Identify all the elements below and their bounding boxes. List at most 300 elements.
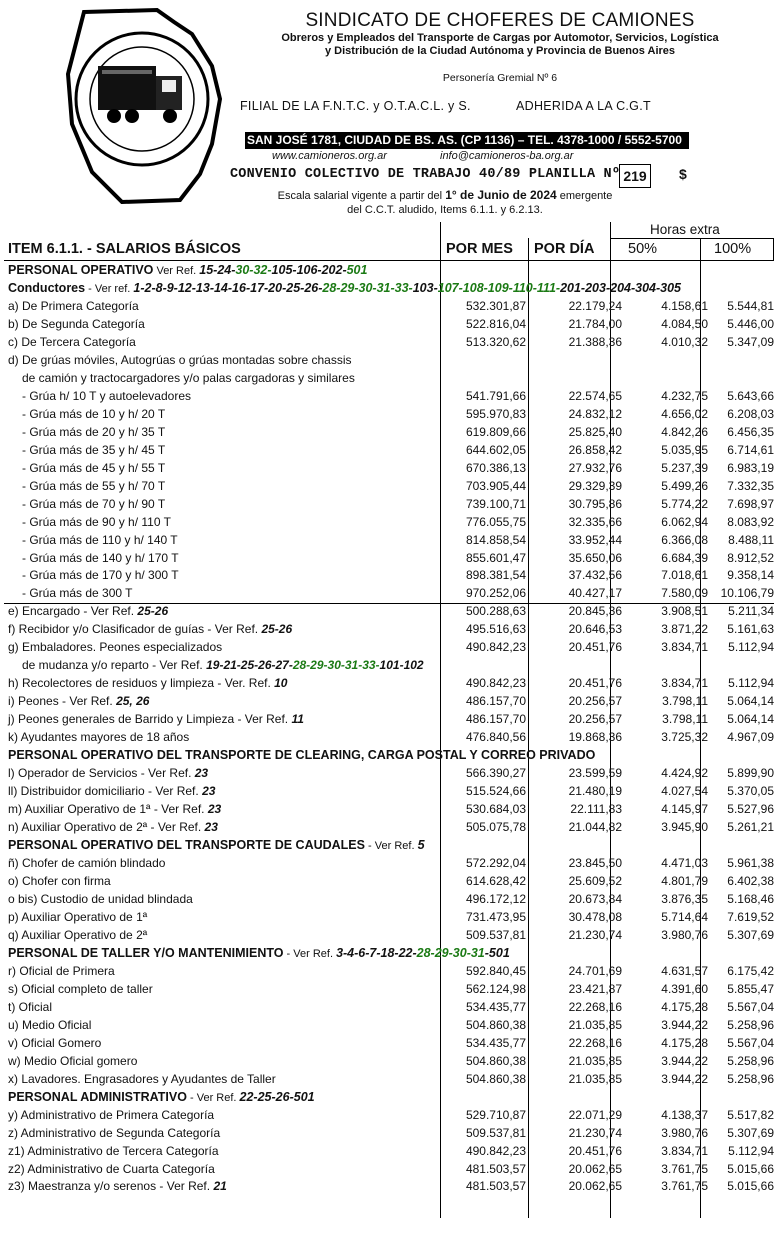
monthly-value: 500.288,63 (465, 604, 526, 619)
overtime-50-value: 5.774,22 (661, 496, 708, 511)
monthly-value: 855.601,47 (465, 550, 526, 565)
monthly-value: 595.970,83 (465, 406, 526, 421)
overtime-100-value: 5.855,47 (727, 981, 774, 996)
section-row (8, 837, 774, 854)
daily-value: 21.230,74 (568, 927, 622, 942)
row-label: q) Auxiliar Operativo de 2ª (8, 927, 148, 942)
row-label: ll) Distribuidor domiciliario - Ver Ref. 23 (8, 784, 216, 799)
overtime-100-value: 6.983,19 (727, 460, 774, 475)
table-row (8, 1107, 774, 1124)
overtime-100-value: 5.112,94 (728, 640, 774, 655)
row-label: ñ) Chofer de camión blindado (8, 856, 166, 870)
col-divider-5 (773, 238, 774, 260)
row-label: - Grúa más de 170 y h/ 300 T (22, 568, 179, 583)
overtime-100-value: 5.961,38 (727, 856, 774, 870)
overtime-50-value: 4.471,03 (661, 856, 708, 870)
overtime-100-value: 6.208,03 (727, 406, 774, 421)
overtime-100-value: 6.402,38 (727, 873, 774, 888)
table-row (8, 873, 774, 890)
row-label: l) Operador de Servicios - Ver Ref. 23 (8, 766, 209, 781)
email-link[interactable]: info@camioneros-ba.org.ar (440, 150, 574, 162)
section-title: PERSONAL ADMINISTRATIVO - Ver Ref. 22-25-26-501 (8, 1089, 315, 1104)
table-row (8, 639, 774, 656)
row-label: k) Ayudantes mayores de 18 años (8, 730, 190, 745)
daily-value: 20.451,76 (568, 676, 622, 691)
daily-value: 21.044,82 (568, 820, 622, 835)
overtime-50-value: 3.725,32 (661, 730, 708, 745)
ref-numbers: 22-25-26 (239, 1089, 290, 1104)
daily-value: 35.650,06 (568, 550, 622, 565)
overtime-50-value: 4.801,79 (661, 873, 708, 888)
table-row (8, 496, 774, 513)
row-label: - Grúa más de 300 T (22, 586, 133, 601)
table-row (8, 406, 774, 423)
monthly-value: 513.320,62 (465, 334, 526, 349)
monthly-value: 534.435,77 (465, 1035, 526, 1050)
ref-numbers: 107-108-109-110-111- (437, 280, 561, 295)
overtime-50-value: 6.062,94 (661, 514, 708, 529)
table-row (8, 981, 774, 998)
table-row (8, 963, 774, 980)
monthly-value: 486.157,70 (465, 694, 526, 709)
row-label: s) Oficial completo de taller (8, 981, 153, 996)
daily-value: 22.111,83 (570, 802, 622, 817)
overtime-50-value: 4.656,02 (661, 406, 708, 421)
overtime-50-value: 3.944,22 (661, 1017, 708, 1032)
ref-numbers: 28-29-30-31-33- (322, 280, 413, 295)
union-name: SINDICATO DE CHOFERES DE CAMIONES (305, 10, 695, 31)
daily-value: 20.845,36 (568, 604, 622, 619)
monthly-value: 481.503,57 (465, 1179, 526, 1194)
ref-numbers: 1-2-8-9-12-13-14-16-17-20-25-26- (133, 280, 323, 295)
escala-date: 1° de Junio de 2024 (445, 188, 557, 202)
overtime-100-value: 6.714,61 (727, 442, 774, 457)
overtime-50-value: 4.631,57 (661, 963, 708, 978)
row-label: a) De Primera Categoría (8, 298, 139, 313)
section-row (8, 945, 774, 962)
ref-numbers: 105-106-202- (271, 263, 347, 277)
table-row (8, 1143, 774, 1160)
ref-numbers: 11 (291, 712, 304, 727)
overtime-100-value: 5.347,09 (727, 334, 774, 349)
adherida-text: ADHERIDA A LA C.G.T (516, 99, 651, 113)
daily-value: 23.421,87 (568, 981, 622, 996)
daily-value: 22.268,16 (568, 999, 622, 1014)
overtime-50-value: 3.876,35 (661, 891, 708, 906)
monthly-value: 572.292,04 (465, 856, 526, 870)
row-label: j) Peones generales de Barrido y Limpieza - Ver Ref. 11 (8, 712, 304, 727)
row-label: - Grúa más de 70 y h/ 90 T (22, 496, 166, 511)
overtime-100-value: 5.567,04 (727, 999, 774, 1014)
monthly-value: 644.602,05 (465, 442, 526, 457)
personeria-gremial: Personería Gremial Nº 6 (442, 72, 558, 84)
overtime-100-value: 8.912,52 (727, 550, 774, 565)
por-dia-header: POR DÍA (534, 241, 595, 257)
row-label: p) Auxiliar Operativo de 1ª (8, 909, 148, 924)
row-label: u) Medio Oficial (8, 1017, 92, 1032)
ref-numbers: 23 (204, 820, 218, 835)
overtime-100-value: 5.643,66 (727, 388, 774, 403)
overtime-50-value: 3.834,71 (661, 640, 708, 655)
overtime-50-value: 4.424,92 (661, 766, 708, 781)
overtime-100-value: 5.258,96 (727, 1017, 774, 1032)
ref-numbers: -501 (289, 1089, 315, 1104)
horas-extra-header: Horas extra (650, 222, 720, 237)
row-label: o bis) Custodio de unidad blindada (8, 891, 193, 906)
row-label: i) Peones - Ver Ref. 25, 26 (8, 694, 150, 709)
row-label: v) Oficial Gomero (8, 1035, 102, 1050)
section-row (8, 262, 774, 279)
overtime-50-value: 6.366,08 (661, 532, 708, 547)
overtime-100-value: 5.112,94 (728, 676, 774, 691)
overtime-50-value: 5.714,64 (661, 909, 708, 924)
p50-header: 50% (628, 241, 658, 257)
overtime-100-value: 5.064,14 (727, 694, 774, 709)
ref-numbers: 19-21-25-26-27- (206, 658, 293, 673)
monthly-value: 522.816,04 (465, 316, 526, 331)
daily-value: 37.432,56 (568, 568, 622, 583)
table-row (8, 765, 774, 782)
item-header: ITEM 6.1.1. - SALARIOS BÁSICOS (8, 241, 241, 257)
overtime-100-value: 5.211,34 (728, 604, 774, 619)
overtime-50-value: 3.834,71 (661, 676, 708, 691)
ref-numbers: 15-24- (199, 263, 236, 277)
row-label: - Grúa más de 45 y h/ 55 T (22, 460, 166, 475)
daily-value: 30.795,86 (568, 496, 622, 511)
overtime-100-value: 5.446,00 (727, 316, 774, 331)
overtime-100-value: 5.112,94 (728, 1143, 774, 1158)
monthly-value: 776.055,75 (465, 514, 526, 529)
row-label: - Grúa más de 35 y h/ 45 T (22, 442, 166, 457)
row-label: - Grúa más de 110 y h/ 140 T (22, 532, 178, 547)
monthly-value: 486.157,70 (465, 712, 526, 727)
monthly-value: 481.503,57 (465, 1161, 526, 1176)
overtime-50-value: 4.010,32 (661, 334, 708, 349)
daily-value: 19.868,36 (568, 730, 622, 745)
row-label: w) Medio Oficial gomero (8, 1053, 138, 1068)
monthly-value: 898.381,54 (465, 568, 526, 583)
monthly-value: 562.124,98 (465, 981, 526, 996)
p100-header: 100% (714, 241, 752, 257)
overtime-50-value: 4.391,60 (661, 981, 708, 996)
ref-prefix: - Ver ref. (85, 282, 134, 295)
ref-numbers: 3-4-6-7-18-22- (336, 945, 417, 960)
daily-value: 33.952,44 (568, 532, 622, 547)
overtime-50-value: 4.158,61 (661, 298, 708, 313)
table-row (8, 855, 774, 872)
table-row (8, 388, 774, 405)
overtime-100-value: 9.358,14 (727, 568, 774, 583)
overtime-100-value: 4.967,09 (727, 730, 774, 745)
table-row (8, 1178, 774, 1195)
daily-value: 27.932,76 (568, 460, 622, 475)
monthly-value: 504.860,38 (465, 1053, 526, 1068)
table-row (8, 891, 774, 908)
hx-underline (610, 238, 774, 239)
daily-value: 29.329,39 (568, 478, 622, 493)
ref-prefix: - Ver Ref. (364, 840, 418, 853)
overtime-50-value: 7.018,61 (661, 568, 708, 583)
daily-value: 21.035,85 (568, 1017, 622, 1032)
row-label: - Grúa h/ 10 T y autoelevadores (22, 388, 191, 403)
overtime-100-value: 6.456,35 (727, 424, 774, 439)
table-row (8, 783, 774, 800)
overtime-50-value: 7.580,09 (661, 586, 708, 601)
row-label: r) Oficial de Primera (8, 963, 115, 978)
monthly-value: 703.905,44 (465, 478, 526, 493)
row-label: e) Encargado - Ver Ref. 25-26 (8, 604, 169, 619)
overtime-100-value: 5.517,82 (727, 1107, 774, 1122)
daily-value: 21.480,19 (568, 784, 622, 799)
ref-numbers: 501 (346, 263, 368, 277)
daily-value: 21.784,00 (568, 316, 622, 331)
union-subtitle: Obreros y Empleados del Transporte de Cargas por Automotor, Servicios, Logística y Distribución de la Ciudad Autónoma y Provincia de Buenos Aires (281, 32, 719, 57)
table-row (8, 801, 774, 818)
daily-value: 20.062,65 (568, 1179, 622, 1194)
monthly-value: 731.473,95 (465, 909, 526, 924)
daily-value: 22.574,65 (568, 388, 622, 403)
overtime-100-value: 5.161,63 (727, 622, 774, 637)
table-row (8, 1053, 774, 1070)
daily-value: 32.335,66 (568, 514, 622, 529)
ref-numbers: 25, 26 (116, 694, 150, 709)
monthly-value: 814.858,54 (465, 532, 526, 547)
table-row (8, 1035, 774, 1052)
table-row (8, 442, 774, 459)
daily-value: 20.256,57 (568, 694, 622, 709)
overtime-50-value: 3.761,75 (661, 1179, 708, 1194)
row-label: - Grúa más de 90 y h/ 110 T (22, 514, 171, 529)
overtime-100-value: 5.567,04 (727, 1035, 774, 1050)
row-label: - Grúa más de 10 y h/ 20 T (22, 406, 166, 421)
overtime-100-value: 5.258,96 (727, 1053, 774, 1068)
daily-value: 20.062,65 (568, 1161, 622, 1176)
table-row (8, 567, 774, 584)
monthly-value: 515.524,66 (465, 784, 526, 799)
overtime-50-value: 3.944,22 (661, 1053, 708, 1068)
ref-numbers: 25-26 (137, 604, 169, 619)
table-row (8, 370, 774, 387)
section-row (8, 1089, 774, 1106)
overtime-100-value: 5.258,96 (727, 1071, 774, 1086)
overtime-100-value: 5.544,81 (727, 298, 774, 313)
overtime-50-value: 5.035,95 (661, 442, 708, 457)
daily-value: 24.832,12 (568, 406, 622, 421)
table-row (8, 1161, 774, 1178)
row-label: n) Auxiliar Operativo de 2ª - Ver Ref. 23 (8, 820, 218, 835)
monthly-value: 496.172,12 (465, 891, 526, 906)
daily-value: 20.451,76 (568, 640, 622, 655)
table-row (8, 819, 774, 836)
overtime-50-value: 3.980,76 (661, 927, 708, 942)
table-row (8, 927, 774, 944)
row-label: - Grúa más de 55 y h/ 70 T (22, 478, 166, 493)
ref-numbers: 21 (213, 1179, 227, 1194)
daily-value: 20.451,76 (568, 1143, 622, 1158)
section-row (8, 747, 774, 764)
overtime-100-value: 5.899,90 (727, 766, 774, 781)
row-label: g) Embaladores. Peones especializados (8, 640, 223, 655)
union-logo (62, 4, 222, 204)
overtime-50-value: 3.761,75 (661, 1161, 708, 1176)
overtime-50-value: 4.175,28 (661, 999, 708, 1014)
monthly-value: 530.684,03 (465, 802, 526, 817)
overtime-50-value: 3.798,11 (662, 694, 708, 709)
ref-numbers: 23 (202, 784, 216, 799)
daily-value: 21.230,74 (568, 1125, 622, 1140)
row-label: z1) Administrativo de Tercera Categoría (8, 1143, 219, 1158)
ref-numbers: 5 (417, 838, 425, 853)
row-label: de camión y tractocargadores y/o palas cargadoras y similares (22, 370, 355, 385)
overtime-50-value: 3.944,22 (661, 1071, 708, 1086)
monthly-value: 619.809,66 (465, 424, 526, 439)
overtime-50-value: 4.842,26 (661, 424, 708, 439)
overtime-50-value: 4.084,50 (661, 316, 708, 331)
monthly-value: 509.537,81 (465, 1125, 526, 1140)
overtime-50-value: 3.798,11 (662, 712, 708, 727)
table-row (8, 1125, 774, 1142)
overtime-50-value: 4.027,54 (661, 784, 708, 799)
table-row (8, 999, 774, 1016)
overtime-100-value: 5.015,66 (727, 1179, 774, 1194)
table-row (8, 334, 774, 351)
monthly-value: 505.075,78 (465, 820, 526, 835)
ref-numbers: 103- (412, 280, 438, 295)
ref-numbers: 28-29-30-31 (416, 945, 485, 960)
monthly-value: 504.860,38 (465, 1071, 526, 1086)
monthly-value: 541.791,66 (465, 388, 526, 403)
section-title: Conductores - Ver ref. 1-2-8-9-12-13-14-16-17-20-25-26-28-29-30-31-33-103-107-108-109-110-111-201-203-204-304-305 (8, 280, 682, 295)
table-row (8, 621, 774, 638)
overtime-100-value: 5.370,05 (727, 784, 774, 799)
row-label: z3) Maestranza y/o serenos - Ver Ref. 21 (8, 1179, 227, 1194)
daily-value: 30.478,08 (568, 909, 622, 924)
overtime-100-value: 7.698,97 (727, 496, 774, 511)
row-label: f) Recibidor y/o Clasificador de guías - Ver Ref. 25-26 (8, 622, 293, 637)
overtime-50-value: 5.237,39 (661, 460, 708, 475)
row-label: m) Auxiliar Operativo de 1ª - Ver Ref. 23 (8, 802, 222, 817)
website-link[interactable]: www.camioneros.org.ar (272, 150, 387, 162)
daily-value: 20.646,53 (568, 622, 622, 637)
row-label: z2) Administrativo de Cuarta Categoría (8, 1161, 215, 1176)
daily-value: 40.427,17 (568, 586, 622, 601)
overtime-50-value: 4.175,28 (661, 1035, 708, 1050)
overtime-50-value: 6.684,39 (661, 550, 708, 565)
ref-numbers: 101-102 (379, 658, 424, 673)
filial-text: FILIAL DE LA F.N.T.C. y O.T.A.C.L. y S. (240, 99, 471, 113)
overtime-50-value: 5.499,26 (661, 478, 708, 493)
overtime-100-value: 10.106,79 (720, 586, 774, 601)
table-row (8, 693, 774, 710)
table-row (8, 514, 774, 531)
table-row (8, 352, 774, 369)
overtime-50-value: 3.908,51 (661, 604, 708, 619)
row-label: c) De Tercera Categoría (8, 334, 136, 349)
daily-value: 22.268,16 (568, 1035, 622, 1050)
row-label: t) Oficial (8, 999, 53, 1014)
row-label: x) Lavadores. Engrasadores y Ayudantes de Taller (8, 1071, 276, 1086)
row-label: z) Administrativo de Segunda Categoría (8, 1125, 221, 1140)
daily-value: 22.179,24 (568, 298, 622, 313)
section-title: PERSONAL OPERATIVO DEL TRANSPORTE DE CLEARING, CARGA POSTAL Y CORREO PRIVADO (8, 748, 596, 763)
monthly-value: 495.516,63 (465, 622, 526, 637)
affiliation-line (240, 99, 780, 113)
monthly-value: 532.301,87 (465, 298, 526, 313)
monthly-value: 614.628,42 (465, 873, 526, 888)
overtime-100-value: 7.619,52 (727, 909, 774, 924)
daily-value: 23.845,50 (568, 856, 622, 870)
overtime-100-value: 5.168,46 (727, 891, 774, 906)
table-row (8, 532, 774, 549)
row-label: de mudanza y/o reparto - Ver Ref. 19-21-25-26-27-28-29-30-31-33-101-102 (22, 658, 424, 673)
daily-value: 22.071,29 (568, 1107, 622, 1122)
overtime-50-value: 4.145,97 (661, 802, 708, 817)
monthly-value: 504.860,38 (465, 1017, 526, 1032)
ref-numbers: 23 (194, 766, 209, 781)
table-row (8, 460, 774, 477)
section-title: PERSONAL DE TALLER Y/O MANTENIMIENTO - Ver Ref. 3-4-6-7-18-22-28-29-30-31-501 (8, 945, 510, 960)
table-row (8, 603, 774, 620)
address-bar: SAN JOSÉ 1781, CIUDAD DE BS. AS. (CP 1136) – TEL. 4378-1000 / 5552-5700 (245, 132, 689, 149)
monthly-value: 490.842,23 (465, 676, 526, 691)
table-row (8, 424, 774, 441)
daily-value: 20.256,57 (568, 712, 622, 727)
monthly-value: 490.842,23 (465, 640, 526, 655)
overtime-100-value: 8.083,92 (727, 514, 774, 529)
overtime-100-value: 7.332,35 (727, 478, 774, 493)
ref-numbers: 201-203-204-304-305 (560, 280, 682, 295)
overtime-50-value: 3.871,22 (661, 622, 708, 637)
table-row (8, 478, 774, 495)
overtime-50-value: 4.138,37 (661, 1107, 708, 1122)
monthly-value: 970.252,06 (465, 586, 526, 601)
table-row (8, 729, 774, 746)
overtime-50-value: 4.232,75 (661, 388, 708, 403)
overtime-50-value: 3.945,90 (661, 820, 708, 835)
section-title: PERSONAL OPERATIVO DEL TRANSPORTE DE CAUDALES - Ver Ref. 5 (8, 838, 425, 853)
monthly-value: 534.435,77 (465, 999, 526, 1014)
ref-numbers: 30-32- (235, 263, 272, 277)
monthly-value: 490.842,23 (465, 1143, 526, 1158)
ref-numbers: -501 (484, 945, 510, 960)
planilla-number: 219 (619, 164, 651, 188)
monthly-value: 476.840,56 (465, 730, 526, 745)
overtime-100-value: 8.488,11 (728, 532, 774, 547)
row-label: y) Administrativo de Primera Categoría (8, 1107, 215, 1122)
section-title: PERSONAL OPERATIVO Ver Ref. 15-24-30-32-105-106-202-501 (8, 263, 368, 277)
row-label: d) De grúas móviles, Autogrúas o grúas montadas sobre chassis (8, 352, 352, 367)
monthly-value: 670.386,13 (465, 460, 526, 475)
monthly-value: 509.537,81 (465, 927, 526, 942)
overtime-50-value: 3.834,71 (661, 1143, 708, 1158)
daily-value: 20.673,84 (568, 891, 622, 906)
overtime-100-value: 5.307,69 (727, 1125, 774, 1140)
daily-value: 24.701,69 (568, 963, 622, 978)
section-row (8, 280, 774, 297)
table-row (8, 298, 774, 315)
table-row (8, 675, 774, 692)
table-row (8, 316, 774, 333)
table-row (8, 1071, 774, 1088)
daily-value: 21.035,85 (568, 1071, 622, 1086)
por-mes-header: POR MES (446, 241, 513, 257)
table-row (8, 585, 774, 602)
monthly-value: 529.710,87 (465, 1107, 526, 1122)
overtime-100-value: 5.064,14 (727, 712, 774, 727)
table-row (8, 909, 774, 926)
row-label: b) De Segunda Categoría (8, 316, 145, 331)
ref-prefix: Ver Ref. (153, 265, 200, 277)
